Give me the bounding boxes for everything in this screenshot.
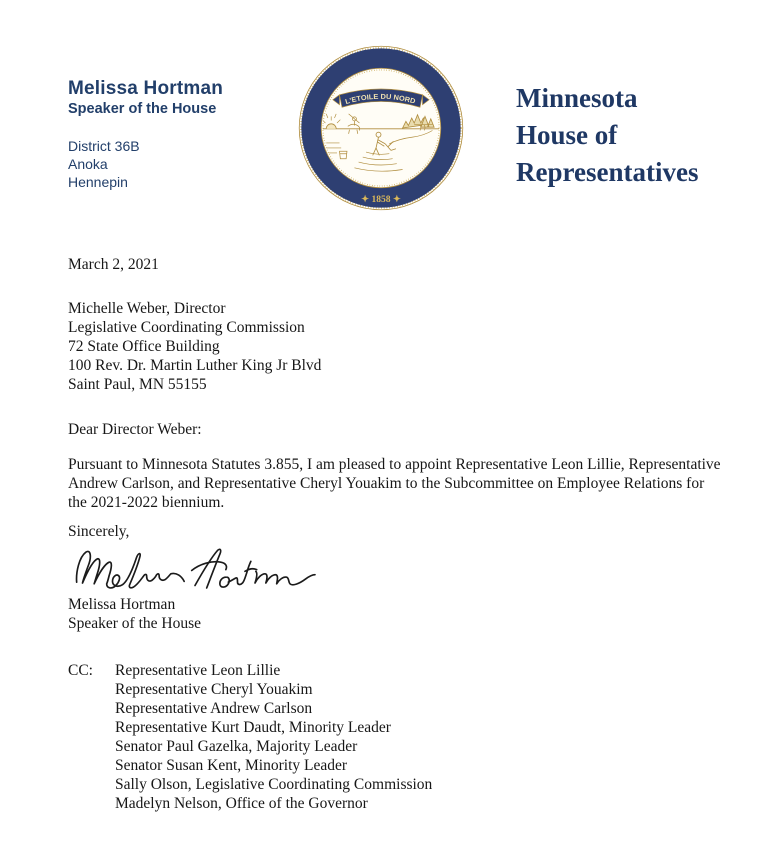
cc-item: Representative Leon Lillie — [115, 662, 281, 679]
address-line: 72 State Office Building — [68, 338, 220, 355]
cc-item: Senator Susan Kent, Minority Leader — [115, 757, 348, 774]
address-line: Legislative Coordinating Commission — [68, 319, 305, 336]
handwritten-signature — [70, 542, 320, 594]
cc-item: Representative Andrew Carlson — [115, 700, 313, 717]
recipient-address — [68, 299, 730, 394]
minnesota-state-seal-icon — [298, 45, 464, 211]
closing: Sincerely, — [68, 523, 130, 540]
salutation: Dear Director Weber: — [68, 421, 202, 438]
organization-title — [516, 80, 698, 191]
seal-motto-text: L'ETOILE DU NORD — [344, 93, 416, 107]
official-block — [68, 78, 223, 191]
cc-label: CC: — [68, 662, 93, 679]
body-line: Pursuant to Minnesota Statutes 3.855, I am pleased to appoint Representative Leon Lillie, Representative — [68, 456, 721, 473]
address-line: Saint Paul, MN 55155 — [68, 376, 207, 393]
county-1: Anoka — [68, 156, 108, 172]
district-number: District 36B — [68, 138, 140, 154]
official-name: Melissa Hortman — [68, 78, 224, 99]
body-line: the 2021-2022 biennium. — [68, 494, 225, 511]
body-line: Andrew Carlson, and Representative Cheryl Youakim to the Subcommittee on Employee Relations for — [68, 475, 705, 492]
letter-date: March 2, 2021 — [68, 256, 159, 273]
cc-list — [115, 661, 432, 813]
address-line: Michelle Weber, Director — [68, 300, 226, 317]
body-paragraph — [68, 455, 730, 512]
signer-block — [68, 595, 730, 633]
address-line: 100 Rev. Dr. Martin Luther King Jr Blvd — [68, 357, 322, 374]
signer-name: Melissa Hortman — [68, 596, 176, 613]
cc-item: Representative Kurt Daudt, Minority Leader — [115, 719, 391, 736]
signer-title: Speaker of the House — [68, 615, 201, 632]
official-title: Speaker of the House — [68, 101, 217, 117]
seal-year: ✦ 1858 ✦ — [361, 193, 401, 205]
county-2: Hennepin — [68, 174, 128, 190]
district-block — [68, 137, 223, 191]
cc-item: Senator Paul Gazelka, Majority Leader — [115, 738, 358, 755]
cc-item: Sally Olson, Legislative Coordinating Commission — [115, 776, 433, 793]
org-line-2: House of — [516, 120, 618, 150]
cc-block — [68, 661, 730, 813]
cc-item: Madelyn Nelson, Office of the Governor — [115, 795, 368, 812]
org-line-3: Representatives — [516, 157, 699, 187]
letter-content — [68, 255, 730, 813]
org-line-1: Minnesota — [516, 83, 638, 113]
cc-item: Representative Cheryl Youakim — [115, 681, 313, 698]
